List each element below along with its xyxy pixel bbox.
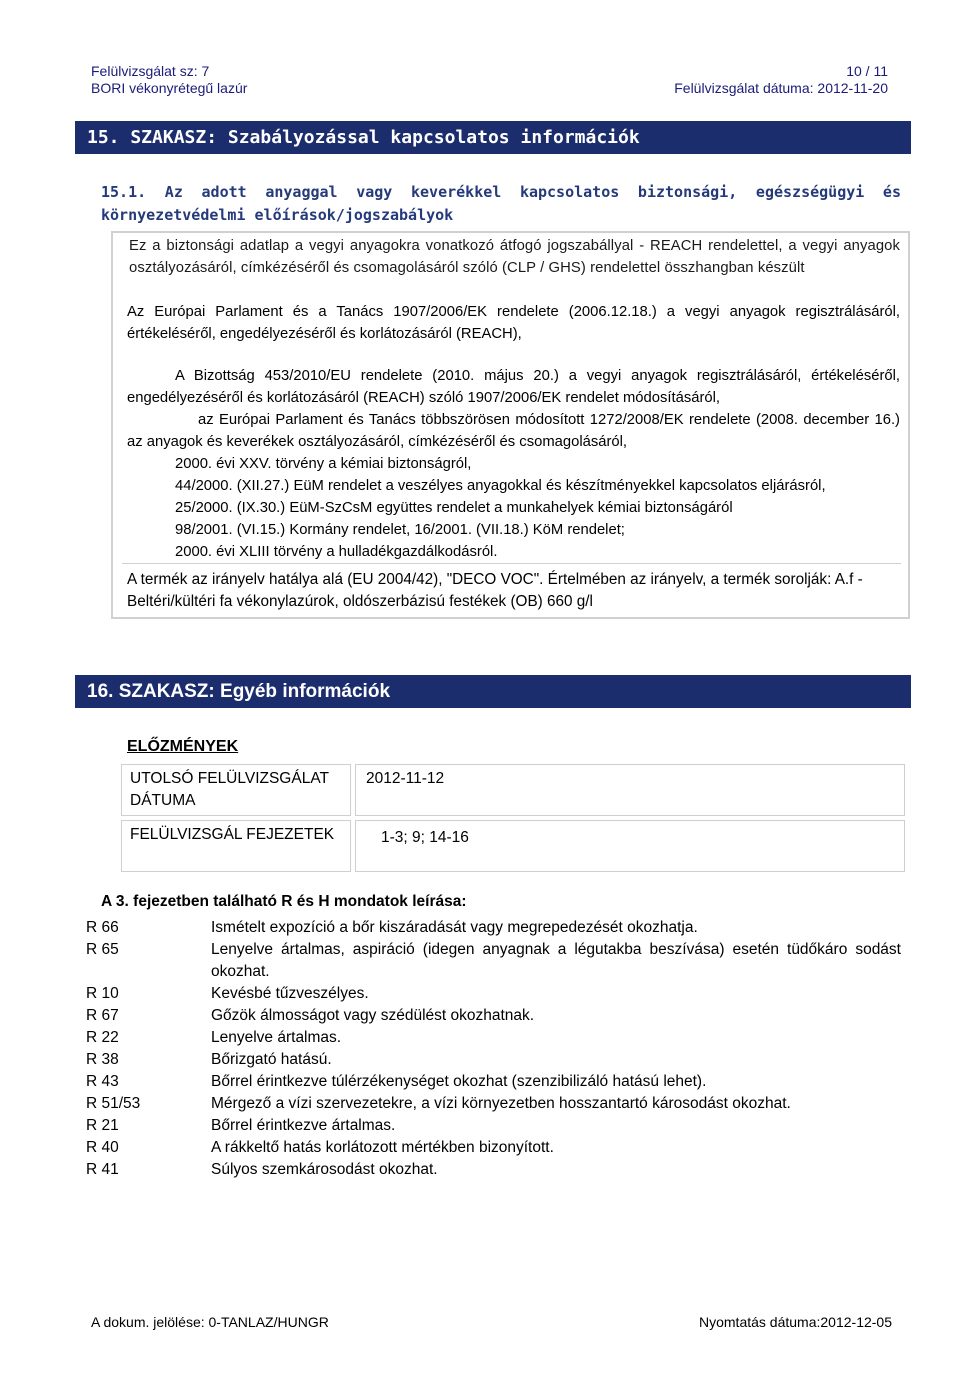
history-value: 2012-11-12 xyxy=(355,764,905,816)
history-label: FELÜLVIZSGÁL FEJEZETEK xyxy=(121,820,351,872)
r-phrase-code: R 66 xyxy=(86,919,119,936)
regulation-98-2001: 98/2001. (VI.15.) Kormány rendelet, 16/2001. (VII.18.) KöM rendelet; xyxy=(175,522,625,538)
table-row xyxy=(121,764,905,816)
history-label: UTOLSÓ FELÜLVIZSGÁLAT DÁTUMA xyxy=(121,764,351,816)
voc-statement-line-2: Beltéri/kültéri fa vékonylazúrok, oldószerbázisú festékek (OB) 660 g/l xyxy=(127,593,593,610)
r-phrase-code: R 41 xyxy=(86,1161,119,1178)
r-phrase-text: Bőrrel érintkezve túlérzékenységet okozhat (szenzibilizáló hatású lehet). xyxy=(211,1073,707,1090)
r-phrase-code: R 22 xyxy=(86,1029,119,1046)
reach-regulation: Az Európai Parlament és a Tanács 1907/2006/EK rendelete (2006.12.18.) a vegyi anyagok regisztrálásáról, értékeléséről, engedélyezéséről és korlátozásáról (REACH), xyxy=(127,304,900,342)
intro-paragraph: Ez a biztonsági adatlap a vegyi anyagokra vonatkozó átfogó jogszabállyal - REACH rendelettel, a vegyi anyagok osztályozásáról, címkézéséről és csomagolásáról szóló (CLP / GHS) rendelettel összhangban készült xyxy=(129,238,900,276)
r-phrase-code: R 21 xyxy=(86,1117,119,1134)
r-phrase-code: R 67 xyxy=(86,1007,119,1024)
product-name: BORI vékonyrétegű lazúr xyxy=(91,80,248,96)
section-15-1-heading: 15.1. Az adott anyaggal vagy keverékkel kapcsolatos biztonsági, egészségügyi és környezetvédelmi előírások/jogszabályok xyxy=(101,183,901,224)
r-phrase-text: Súlyos szemkárosodást okozhat. xyxy=(211,1161,438,1178)
law-2000-xxv: 2000. évi XXV. törvény a kémiai biztonságról, xyxy=(175,456,472,472)
page-number: 10 / 11 xyxy=(846,63,888,79)
r-phrase-code: R 10 xyxy=(86,985,119,1002)
section-15-title: 15. SZAKASZ: Szabályozással kapcsolatos információk xyxy=(75,121,911,154)
r-phrase-code: R 38 xyxy=(86,1051,119,1068)
r-phrase-text: Bőrizgató hatású. xyxy=(211,1051,332,1068)
r-phrases-title: A 3. fejezetben található R és H mondatok leírása: xyxy=(101,893,467,910)
r-phrase-text: Gőzök álmosságot vagy szédülést okozhatnak. xyxy=(211,1007,535,1024)
r-phrase-text: Ismételt expozíció a bőr kiszáradását vagy megrepedezését okozhatja. xyxy=(211,919,698,936)
r-phrase-text: Mérgező a vízi szervezetekre, a vízi környezetben hosszantartó károsodást okozhat. xyxy=(211,1095,791,1112)
r-phrase-code: R 40 xyxy=(86,1139,119,1156)
r-phrase-code: R 51/53 xyxy=(86,1095,141,1112)
r-phrase-text: Lenyelve ártalmas. xyxy=(211,1029,342,1046)
document-id: A dokum. jelölése: 0-TANLAZ/HUNGR xyxy=(91,1314,329,1330)
section-16-title: 16. SZAKASZ: Egyéb információk xyxy=(75,675,911,708)
print-date: Nyomtatás dátuma:2012-12-05 xyxy=(699,1314,892,1330)
law-2000-xliii: 2000. évi XLIII törvény a hulladékgazdálkodásról. xyxy=(175,544,498,560)
review-date: Felülvizsgálat dátuma: 2012-11-20 xyxy=(674,80,888,96)
voc-statement-line-1: A termék az irányelv hatálya alá (EU 2004/42), "DECO VOC". Értelmében az irányelv, a termék sorolják: A.f - xyxy=(127,571,863,588)
r-phrase-code: R 43 xyxy=(86,1073,119,1090)
history-table xyxy=(117,760,909,876)
review-number: Felülvizsgálat sz: 7 xyxy=(91,63,210,79)
r-phrase-text: A rákkeltő hatás korlátozott mértékben bizonyított. xyxy=(211,1139,554,1156)
regulation-44-2000: 44/2000. (XII.27.) EüM rendelet a veszélyes anyagokkal és készítményekkel kapcsolatos eljárásról, xyxy=(175,478,826,494)
regulations-divider xyxy=(122,563,901,564)
regulation-1272-2008: az Európai Parlament és Tanács többszörösen módosított 1272/2008/EK rendelete (2008. december 16.) az anyagok és keverékek osztályozásáról, címkézéséről és csomagolásáról, xyxy=(127,412,900,450)
history-title: ELŐZMÉNYEK xyxy=(127,738,239,755)
r-phrase-text: Kevésbé tűzveszélyes. xyxy=(211,985,369,1002)
regulation-453-2010: A Bizottság 453/2010/EU rendelete (2010. május 20.) a vegyi anyagok regisztrálásáról, értékeléséről, engedélyezéséről és korlátozásáról (REACH) szóló 1907/2006/EK rendelet módosításáról, xyxy=(127,368,900,406)
r-phrase-code: R 65 xyxy=(86,941,119,958)
r-phrase-text: Bőrrel érintkezve ártalmas. xyxy=(211,1117,396,1134)
r-phrase-text: Lenyelve ártalmas, aspiráció (idegen anyagnak a légutakba beszívása) esetén tüdőkáro sodást okozhat. xyxy=(211,941,901,980)
table-row xyxy=(121,820,905,872)
history-value: 1-3; 9; 14-16 xyxy=(355,820,905,872)
regulation-25-2000: 25/2000. (IX.30.) EüM-SzCsM együttes rendelet a munkahelyek kémiai biztonságáról xyxy=(175,500,733,516)
